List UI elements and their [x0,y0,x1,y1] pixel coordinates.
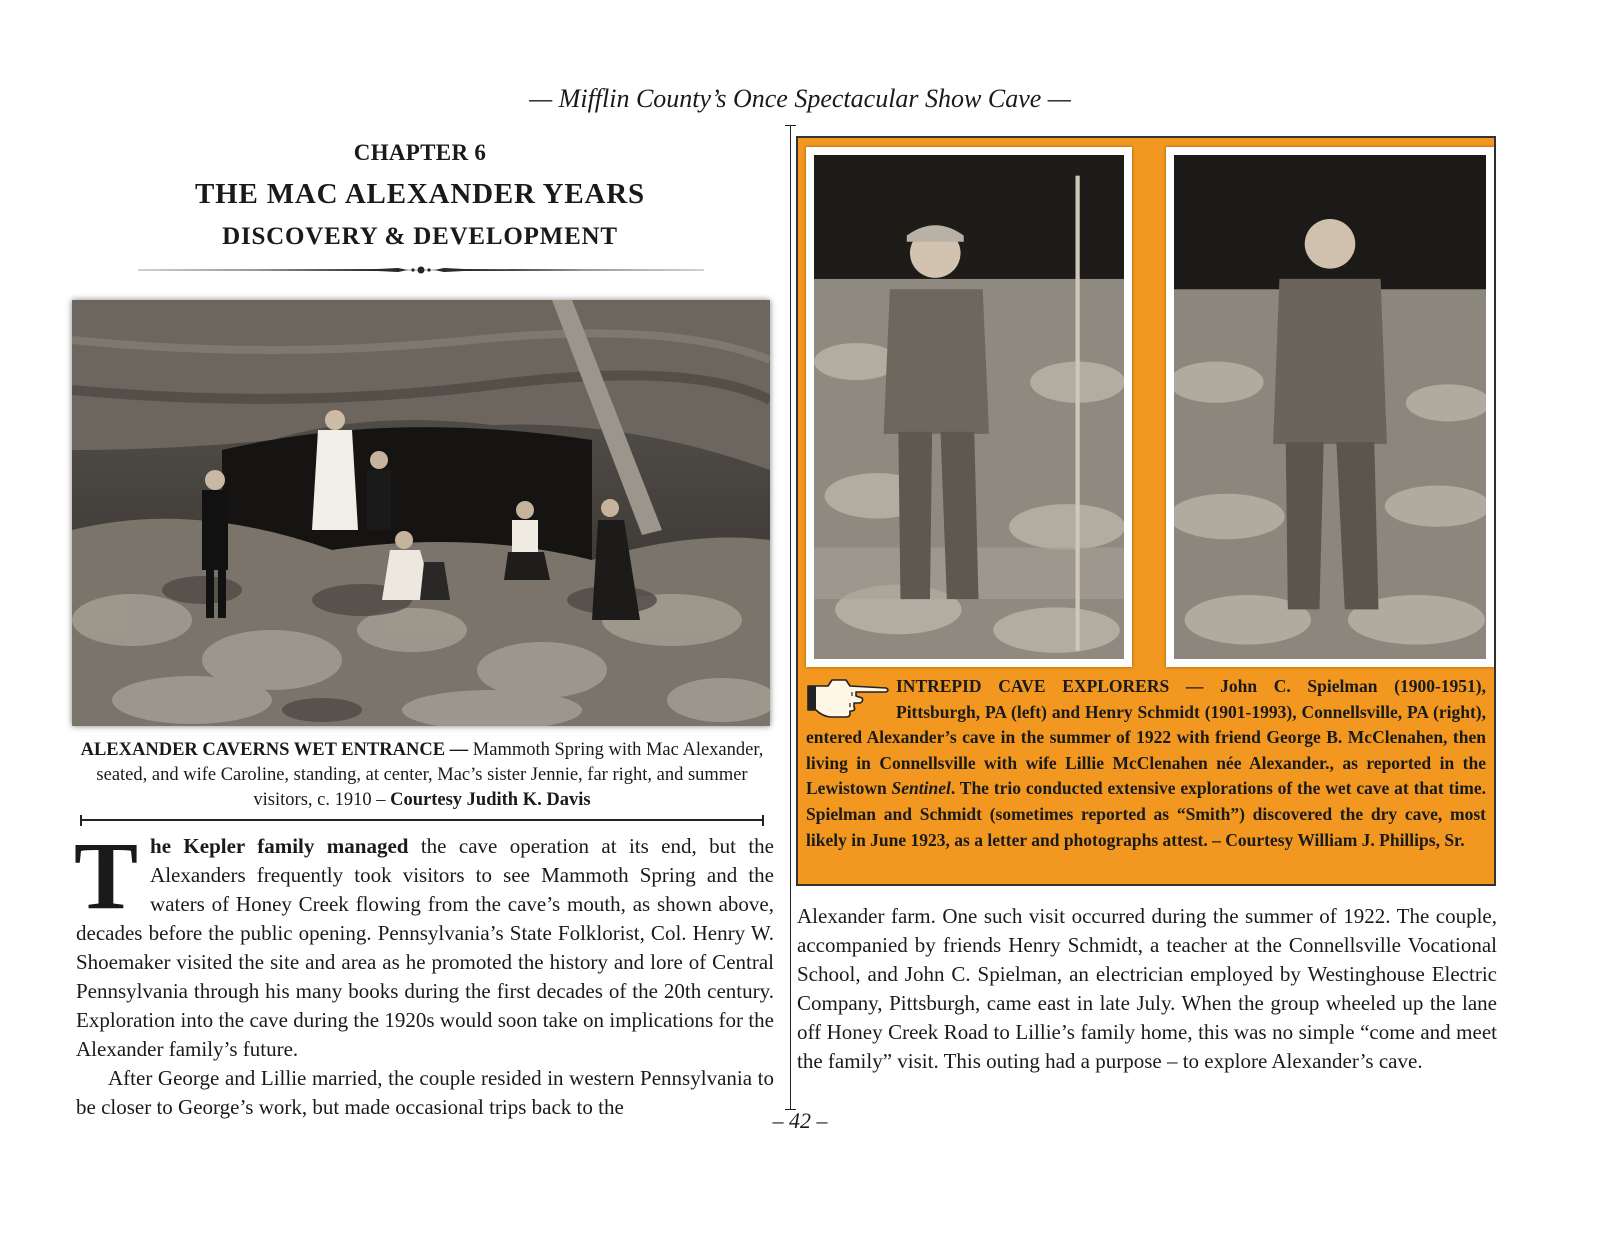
main-photo-caption [80,738,764,813]
chapter-label: CHAPTER 6 [353,140,487,165]
page-number: – 42 – [772,1108,828,1133]
caption-text: Mammoth Spring with Mac Alexander, seated, and wife Caroline, standing, at center, Mac’s sister Jennie, far right, and summer visitors, c. 1910 – [96,740,764,810]
explorers-caption [806,674,1486,853]
explorers-caption-text-1: John C. Spielman (1900-1951), Pittsburgh, PA (left) and Henry Schmidt (1901-1993), Connellsville, PA (right), entered Alexander’s cave in the summer of 1922 with friend George B. McClenahen, then living in Connellsville with wife Lillie McClenahen née Alexander., as reported in the Lewistown [806,676,1486,799]
paragraph-2: After George and Lillie married, the couple resided in western Pennsylvania to be closer to George’s work, but made occasional trips back to the [76,1066,774,1119]
right-paragraph: Alexander farm. One such visit occurred during the summer of 1922. The couple, accompanied by friends Henry Schmidt, a teacher at the Connellsville Vocational School, and John C. Spielman, an electrician employed by Westinghouse Electric Company, Pittsburgh, came east in late July. When the group wheeled up the lane off Honey Creek Road to Lillie’s family home, this was no simple “come and meet the family” visit. This outing had a purpose – to explore Alexander’s cave. [797,904,1497,1073]
cave-entrance-photo [72,300,770,726]
lead-bold: he Kepler family managed [150,834,409,858]
caption-rule [80,819,764,821]
explorers-caption-text-2: . The trio conducted extensive explorations of the wet cave at that time. Spielman and Schmidt (sometimes reported as “Smith”) discovered the dry cave, most likely in June 1923, as a letter and photographs attest. – Courtesy William J. Phillips, Sr. [806,778,1486,850]
spielman-photo [806,147,1132,667]
body-right-column [797,902,1497,1076]
paragraph-1-text: the cave operation at its end, but the Alexanders frequently took visitors to see Mammoth Spring and the waters of Honey Creek flowing from the cave’s mouth, as shown above, decades before the public opening. Pennsylvania’s State Folklorist, Col. Henry W. Shoemaker visited the site and area as he promoted the history and lore of Central Pennsylvania through his many books during the first decades of the 20th century. Exploration into the cave during the 1920s would soon take on implications for the Alexander family’s future. [76,834,774,1061]
explorers-caption-italic: Sentinel [891,778,951,799]
ornament-divider [138,264,704,276]
caption-title: ALEXANDER CAVERNS WET ENTRANCE — [80,740,473,760]
drop-cap: T [74,822,139,929]
schmidt-photo [1166,147,1494,667]
column-divider [790,125,791,1110]
body-left-column [74,822,774,1122]
running-header: — Mifflin County’s Once Spectacular Show Cave — [529,84,1071,113]
paragraph-1 [74,822,774,1064]
explorers-caption-title: INTREPID CAVE EXPLORERS — [896,676,1221,696]
chapter-subtitle: DISCOVERY & DEVELOPMENT [222,223,618,250]
caption-credit: Courtesy Judith K. Davis [390,790,591,810]
chapter-title: THE MAC ALEXANDER YEARS [195,178,645,210]
